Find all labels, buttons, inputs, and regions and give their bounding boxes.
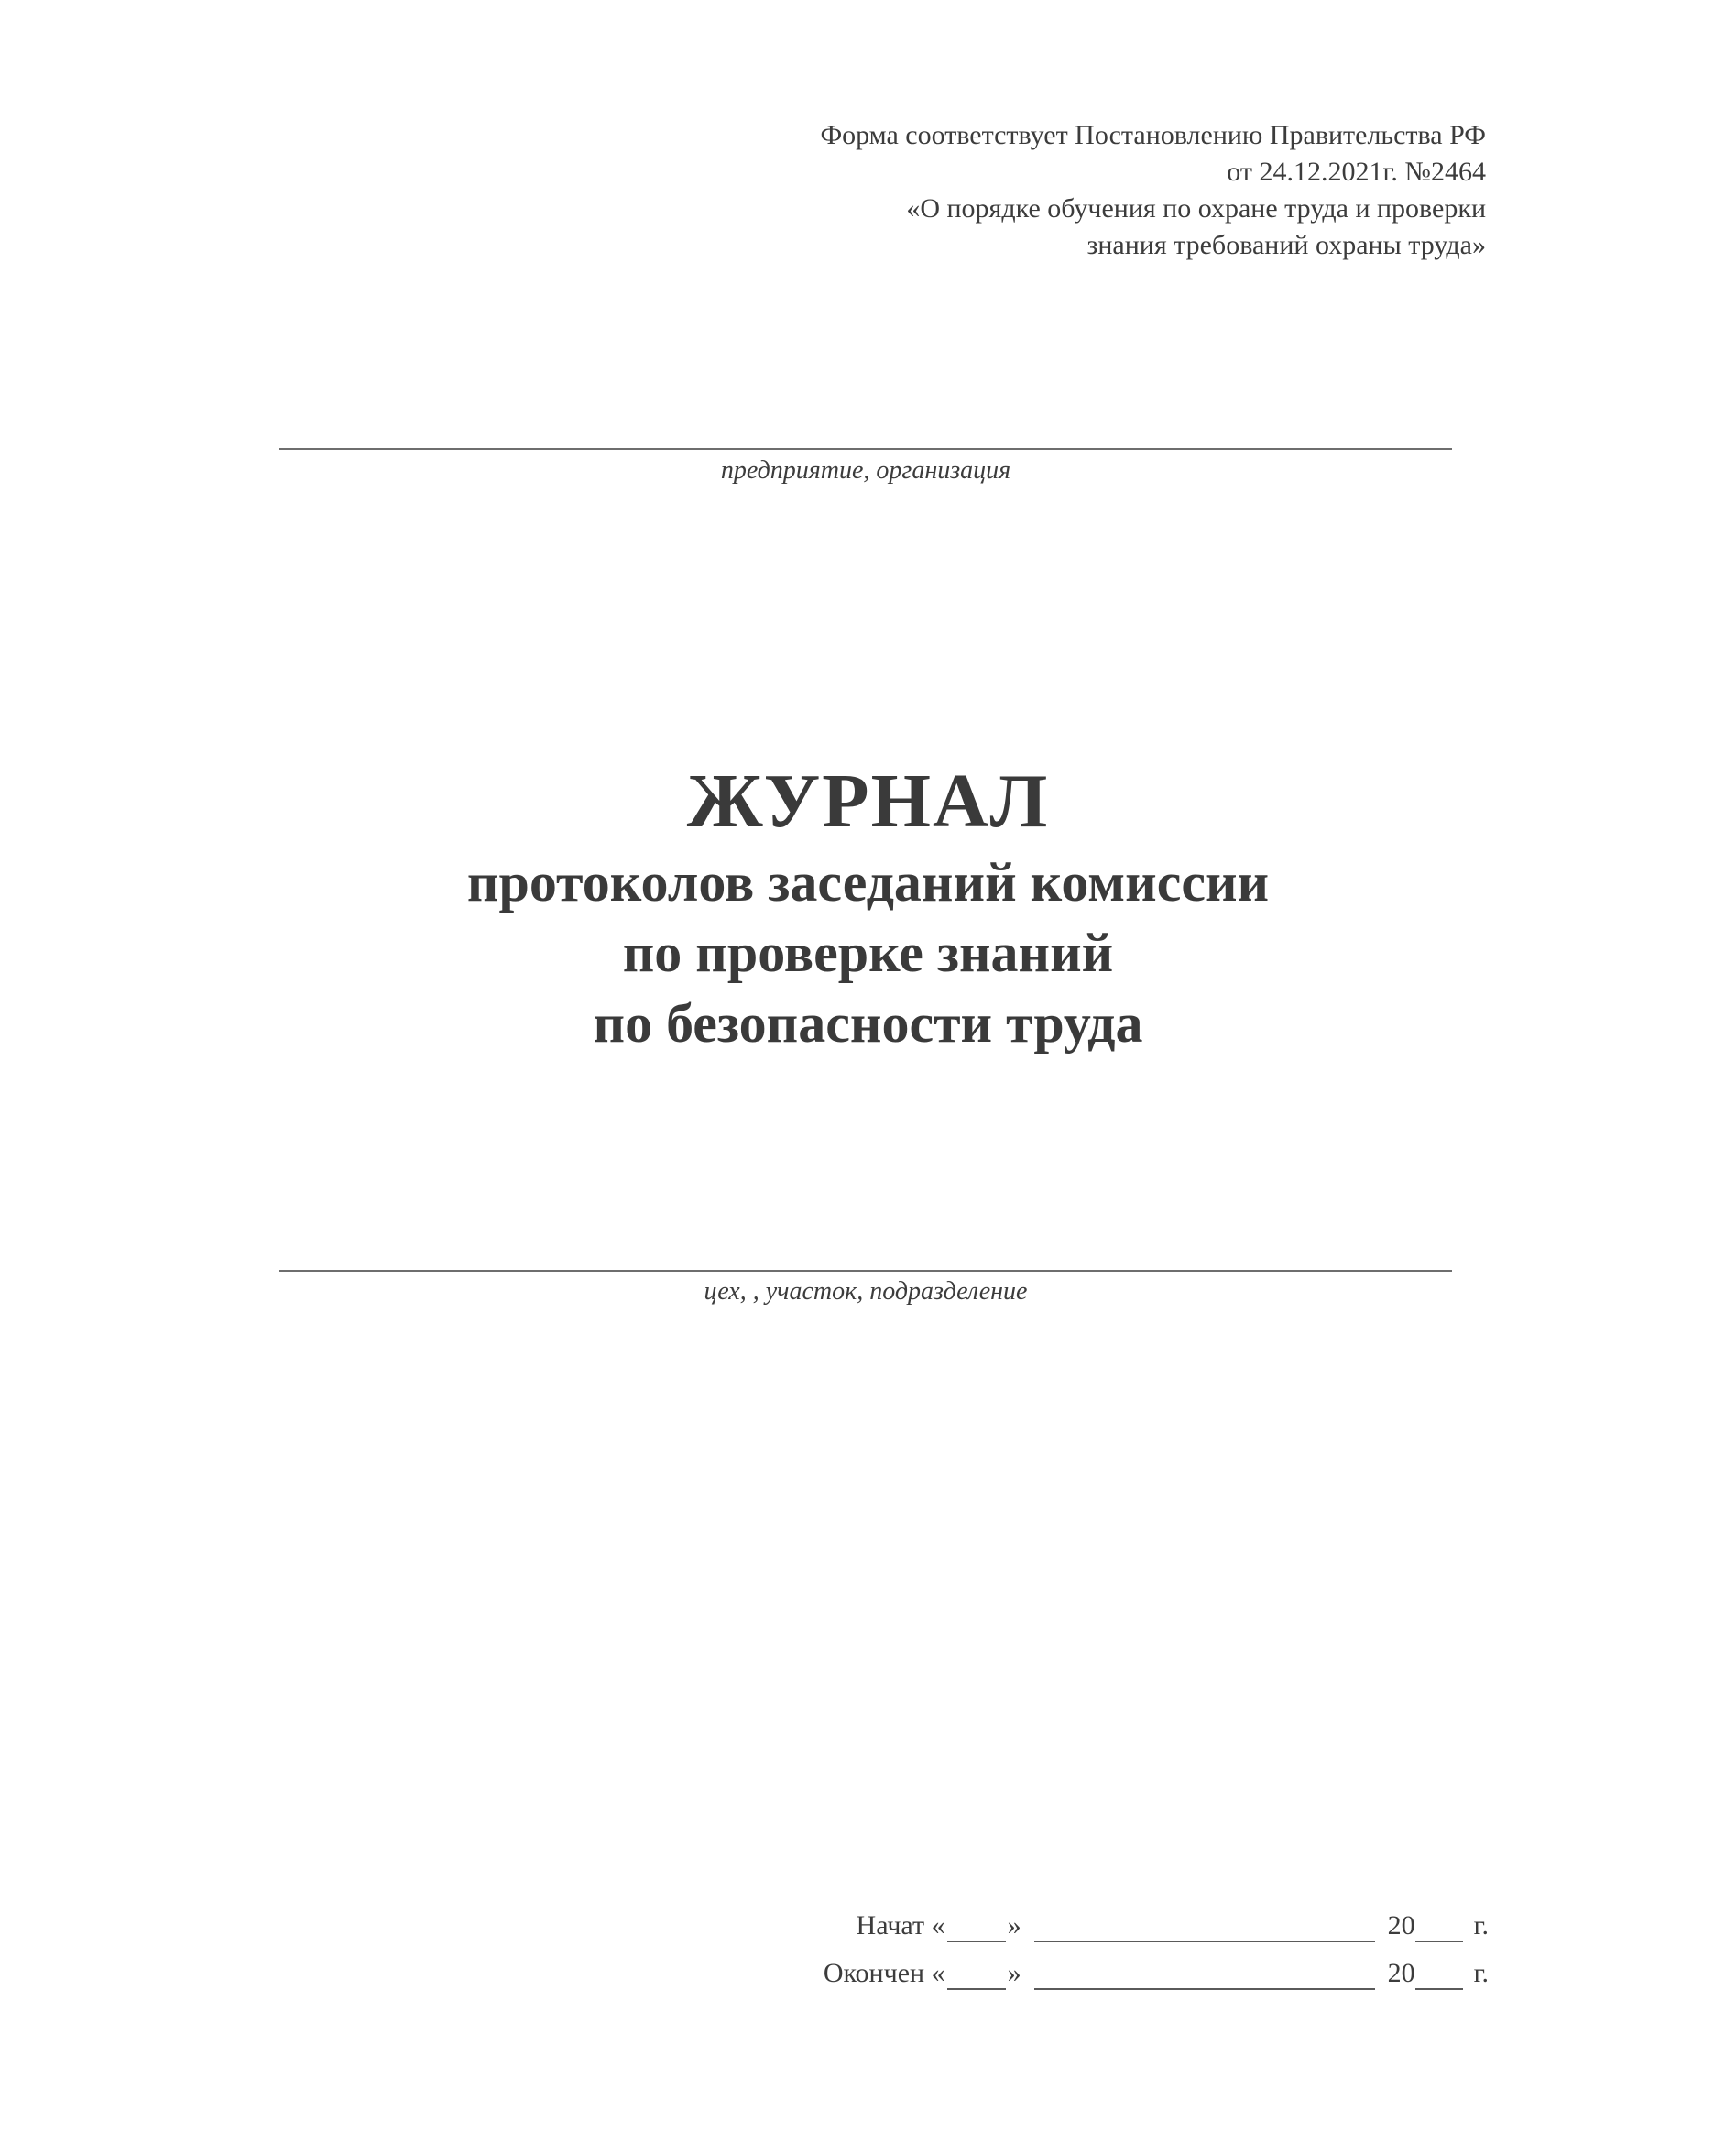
finished-year-blank	[1415, 1964, 1463, 1990]
started-year-blank	[1415, 1917, 1463, 1942]
started-month-blank	[1034, 1917, 1375, 1942]
finished-year-prefix: 20	[1387, 1958, 1415, 1988]
title-line-1: протоколов заседаний комиссии	[466, 852, 1270, 913]
started-year-prefix: 20	[1387, 1910, 1415, 1941]
finished-label: Окончен «	[823, 1958, 945, 1988]
started-year-suffix: г.	[1473, 1910, 1489, 1941]
finished-close-quote: »	[1007, 1958, 1021, 1988]
started-day-blank	[947, 1917, 1006, 1942]
regulation-line-3: «О порядке обучения по охране труда и проверки	[906, 193, 1486, 224]
organization-caption: предприятие, организация	[720, 456, 1011, 485]
unit-caption: цех, , участок, подразделение	[704, 1277, 1028, 1306]
started-label: Начат «	[856, 1910, 945, 1941]
finished-year-suffix: г.	[1473, 1958, 1489, 1988]
title-line-3: по безопасности труда	[593, 993, 1143, 1054]
regulation-line-4: знания требований охраны труда»	[1086, 230, 1486, 260]
started-date-row	[857, 1909, 1489, 1942]
title-main: ЖУРНАЛ	[686, 759, 1050, 844]
regulation-line-2: от 24.12.2021г. №2464	[1227, 157, 1486, 187]
regulation-line-1: Форма соответствует Постановлению Правительства РФ	[820, 120, 1486, 150]
started-close-quote: »	[1007, 1910, 1021, 1941]
finished-day-blank	[947, 1964, 1006, 1990]
finished-date-row	[824, 1957, 1489, 1990]
unit-fill-line	[279, 1270, 1452, 1272]
regulation-reference	[570, 117, 1486, 264]
finished-month-blank	[1034, 1964, 1375, 1990]
organization-fill-line	[279, 448, 1452, 450]
title-line-2: по проверке знаний	[622, 923, 1114, 983]
journal-title	[0, 756, 1736, 1059]
